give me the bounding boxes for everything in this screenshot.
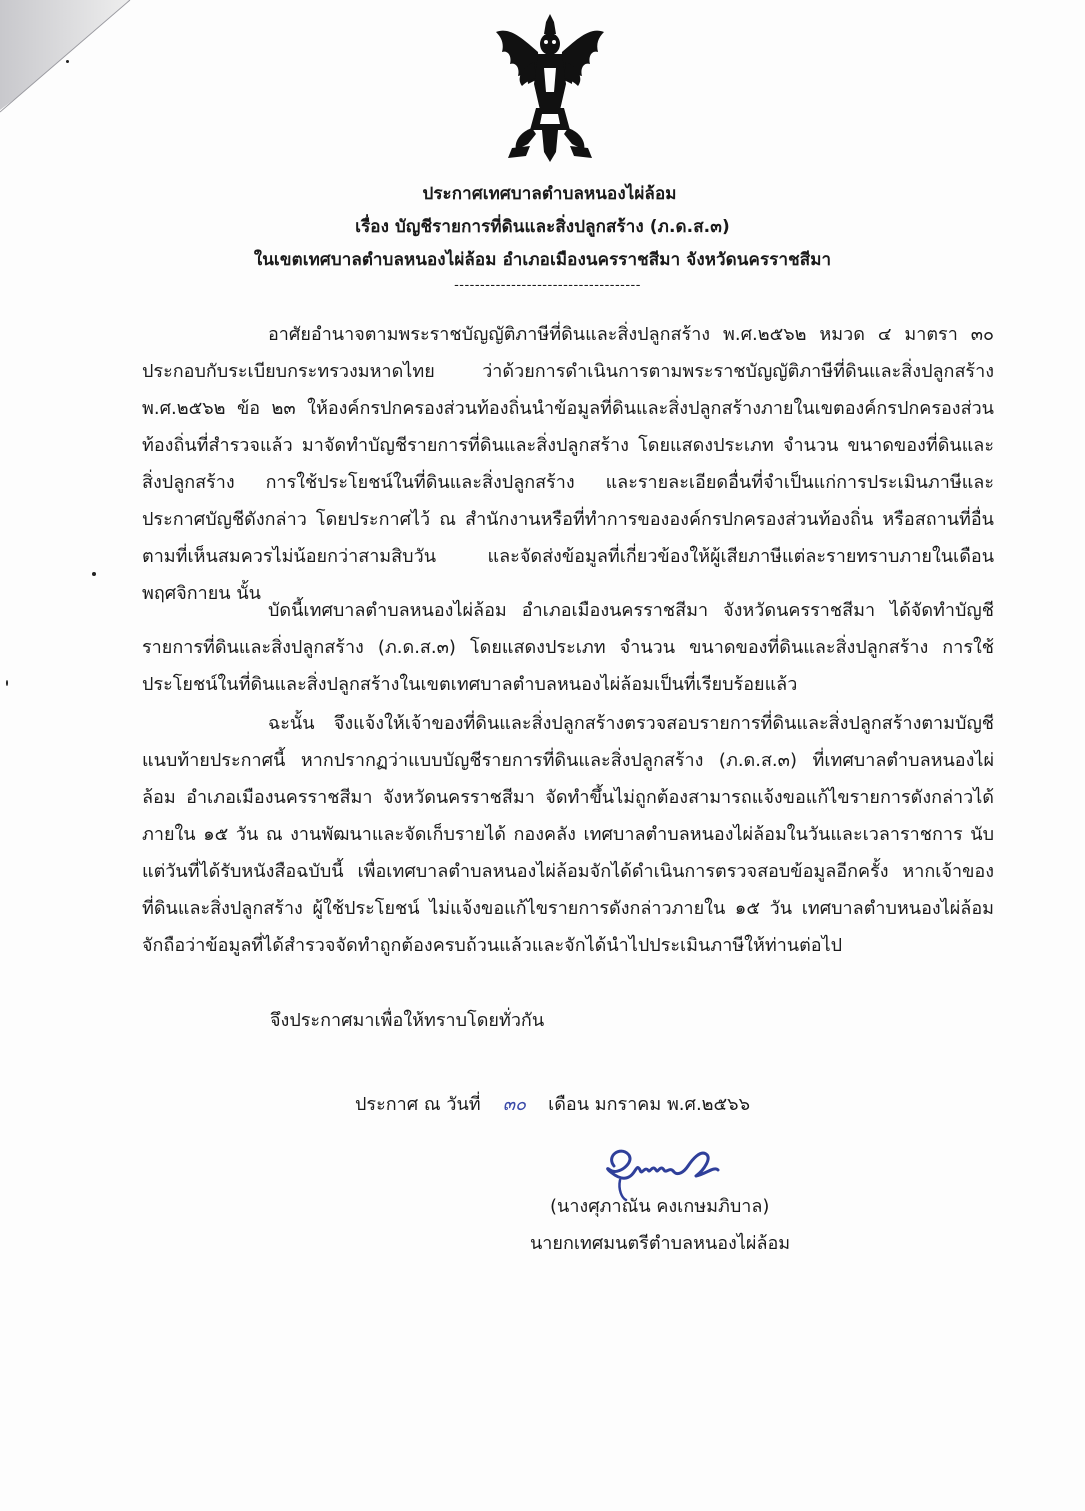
paragraph-text: บัดนี้เทศบาลตำบลหนองไผ่ล้อม อำเภอเมืองนครราชสีมา จังหวัดนครราชสีมา ได้จัดทำบัญชีรายการที่ดินและสิ่งปลูกสร้าง (ภ.ด.ส.๓) โดยแสดงประเภท จำนวน ขนาดของที่ดินและสิ่งปลูกสร้าง การใช้ประโยชน์ในที่ดินและสิ่งปลูกสร้างในเขตเทศบาลตำบลหนองไผ่ล้อมเป็นที่เรียบร้อยแล้ว [142,600,994,695]
title-line-subject: เรื่อง บัญชีรายการที่ดินและสิ่งปลูกสร้าง (ภ.ด.ส.๓) [355,217,730,237]
page-corner-shadow [0,0,150,120]
scan-speck [66,60,69,63]
paragraph-text: อาศัยอำนาจตามพระราชบัญญัติภาษีที่ดินและสิ่งปลูกสร้าง พ.ศ.๒๕๖๒ หมวด ๔ มาตรา ๓๐ ประกอบกับระเบียบกระทรวงมหาดไทย ว่าด้วยการดำเนินการตามพระราชบัญญัติภาษีที่ดินและสิ่งปลูกสร้าง พ.ศ.๒๕๖๒ ข้อ ๒๓ ให้องค์กรปกครองส่วนท้องถิ่นนำข้อมูลที่ดินและสิ่งปลูกสร้างภายในเขตองค์กรปกครองส่วนท้องถิ่นที่สำรวจแล้ว มาจัดทำบัญชีรายการที่ดินและสิ่งปลูกสร้าง โดยแสดงประเภท จำนวน ขนาดของที่ดินและสิ่งปลูกสร้าง การใช้ประโยชน์ในที่ดินและสิ่งปลูกสร้าง และรายละเอียดอื่นที่จำเป็นแก่การประเมินภาษีและประกาศบัญชีดังกล่าว โดยประกาศไว้ ณ สำนักงานหรือที่ทำการขององค์กรปกครองส่วนท้องถิ่น หรือสถานที่อื่นตามที่เห็นสมควรไม่น้อยกว่าสามสิบวัน และจัดส่งข้อมูลที่เกี่ยวข้องให้ผู้เสียภาษีแต่ละรายทราบภายในเดือนพฤศจิกายน นั้น [142,324,994,604]
title-line-location: ในเขตเทศบาลตำบลหนองไผ่ล้อม อำเภอเมืองนครราชสีมา จังหวัดนครราชสีมา [253,250,832,270]
announcement-date [355,1088,750,1122]
title-line-authority: ประกาศเทศบาลตำบลหนองไผ่ล้อม [422,184,677,204]
title-divider: ------------------------------------ [454,278,641,293]
paragraph-instructions [142,705,994,964]
date-day: ๓๐ [502,1094,526,1115]
signer-position: นายกเทศมนตรีตำบลหนองไผ่ล้อม [530,1233,791,1254]
announcement-title [0,178,1085,293]
signer-name: (นางศุภาณัน คงเกษมภิบาล) [550,1196,770,1217]
scan-speck [6,680,8,686]
date-month-year: เดือน มกราคม พ.ศ.๒๕๖๖ [548,1094,751,1115]
paragraph-authority [142,316,994,612]
closing-statement: จึงประกาศมาเพื่อให้ทราบโดยทั่วกัน [270,1010,545,1031]
date-prefix: ประกาศ ณ วันที่ [355,1094,481,1115]
garuda-emblem [486,12,614,164]
paragraph-notice [142,592,994,703]
paragraph-text: ฉะนั้น จึงแจ้งให้เจ้าของที่ดินและสิ่งปลูกสร้างตรวจสอบรายการที่ดินและสิ่งปลูกสร้างตามบัญชีแนบท้ายประกาศนี้ หากปรากฏว่าแบบบัญชีรายการที่ดินและสิ่งปลูกสร้าง (ภ.ด.ส.๓) ที่เทศบาลตำบลหนองไผ่ล้อม อำเภอเมืองนครราชสีมา จังหวัดนครราชสีมา จัดทำขึ้นไม่ถูกต้องสามารถแจ้งขอแก้ไขรายการดังกล่าวได้ภายใน ๑๕ วัน ณ งานพัฒนาและจัดเก็บรายได้ กองคลัง เทศบาลตำบลหนองไผ่ล้อมในวันและเวลาราชการ นับแต่วันที่ได้รับหนังสือฉบับนี้ เพื่อเทศบาลตำบลหนองไผ่ล้อมจักได้ดำเนินการตรวจสอบข้อมูลอีกครั้ง หากเจ้าของที่ดินและสิ่งปลูกสร้าง ผู้ใช้ประโยชน์ ไม่แจ้งขอแก้ไขรายการดังกล่าวภายใน ๑๕ วัน เทศบาลตำบหนองไผ่ล้อม จักถือว่าข้อมูลที่ได้สำรวจจัดทำถูกต้องครบถ้วนแล้วและจักได้นำไปประเมินภาษีให้ท่านต่อไป [142,713,994,956]
scan-speck [92,572,96,576]
